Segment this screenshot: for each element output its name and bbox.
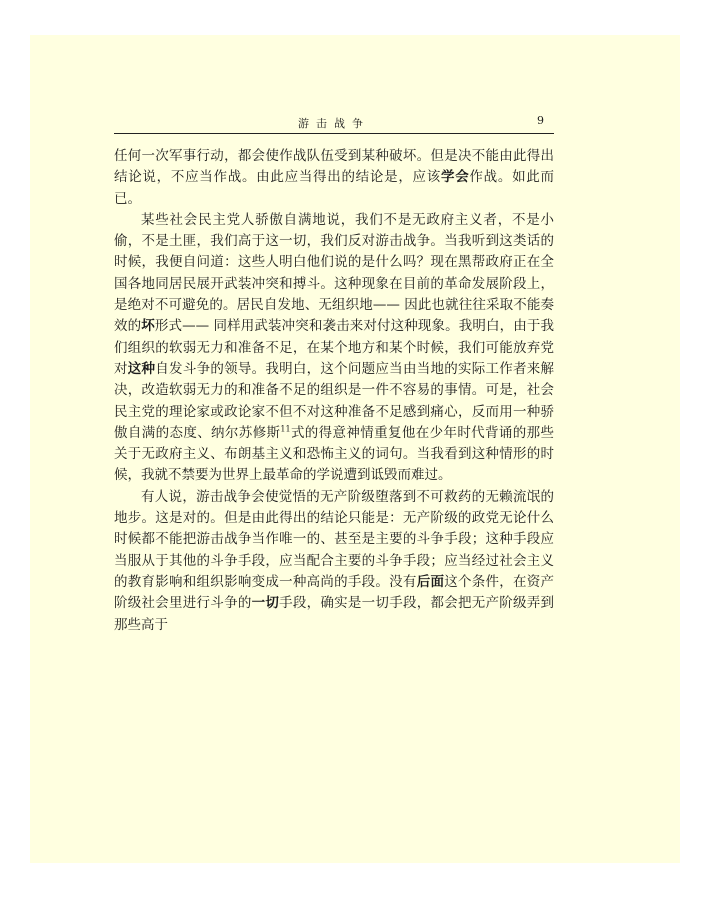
emphasis-text: 学会: [440, 169, 470, 186]
text-run: 作战。如此而已。: [114, 169, 555, 207]
text-run: 自发斗争的领导。我明白，这个问题应当由当地的实际工作者来解决，改造软弱无力的和准备不足的组织是一件不容易的事情。可是，社会民主党的理论家或政论家不但不对这种准备不足感到痛心，反而用一种骄傲自满的态度、纳尔苏修斯: [114, 360, 555, 441]
text-run: 有人说，游击战争会使觉悟的无产阶级堕落到不可救药的无赖流氓的地步。这是对的。但是由此得出的结论只能是：无产阶级的政党无论什么时候都不能把游击战争当作唯一的、甚至是主要的斗争手段；这种手段应当服从于其他的斗争手段，应当配合主要的斗争手段；应当经过社会主义的教育影响和组织影响变成一种高尚的手段。没有: [114, 488, 554, 590]
emphasis-text: 后面: [416, 573, 445, 590]
emphasis-text: 一切: [251, 595, 280, 612]
text-run: 手段，确实是一切手段，都会把无产阶级弄到那些高于: [114, 595, 555, 633]
text-run: 任何一次军事行动，都会使作战队伍受到某种破坏。但是决不能由此得出结论说，不应当作战。由此应当得出的结论是，应该: [114, 148, 554, 186]
paragraph-2: [114, 210, 554, 487]
running-header: [114, 113, 554, 134]
text-run: 式的得意神情重复他在少年时代背诵的那些关于无政府主义、布朗基主义和恐怖主义的词句。当我看到这种情形的时候，我就不禁要为世界上最革命的学说遭到诋毁而难过。: [114, 424, 555, 484]
paragraph-3: [114, 487, 554, 636]
page-number: 9: [537, 114, 544, 127]
header-title: 游击战争: [298, 117, 370, 130]
body-text: [114, 146, 554, 636]
emphasis-text: 这种: [127, 360, 156, 377]
text-run: 某些社会民主党人骄傲自满地说，我们不是无政府主义者，不是小偷，不是土匪，我们高于这一切，我们反对游击战争。当我听到这类话的时候，我便自问道：这些人明白他们说的是什么吗？现在黑帮政府正在全国各地同居民展开武装冲突和搏斗。这种现象在目前的革命发展阶段上，是绝对不可避免的。居民自发地、无组织地—— 因此也就往往采取不能奏效的: [114, 211, 554, 335]
footnote-marker: 11: [280, 424, 291, 434]
emphasis-text: 坏: [141, 318, 155, 335]
text-run: 形式—— 同样用武装冲突和袭击来对付这种现象。我明白，由于我们组织的软弱无力和准备不足，在某个地方和某个时候，我们可能放弃党对: [114, 318, 554, 377]
text-run: 这个条件，在资产阶级社会里进行斗争的: [114, 573, 555, 612]
paragraph-1: [114, 146, 554, 210]
